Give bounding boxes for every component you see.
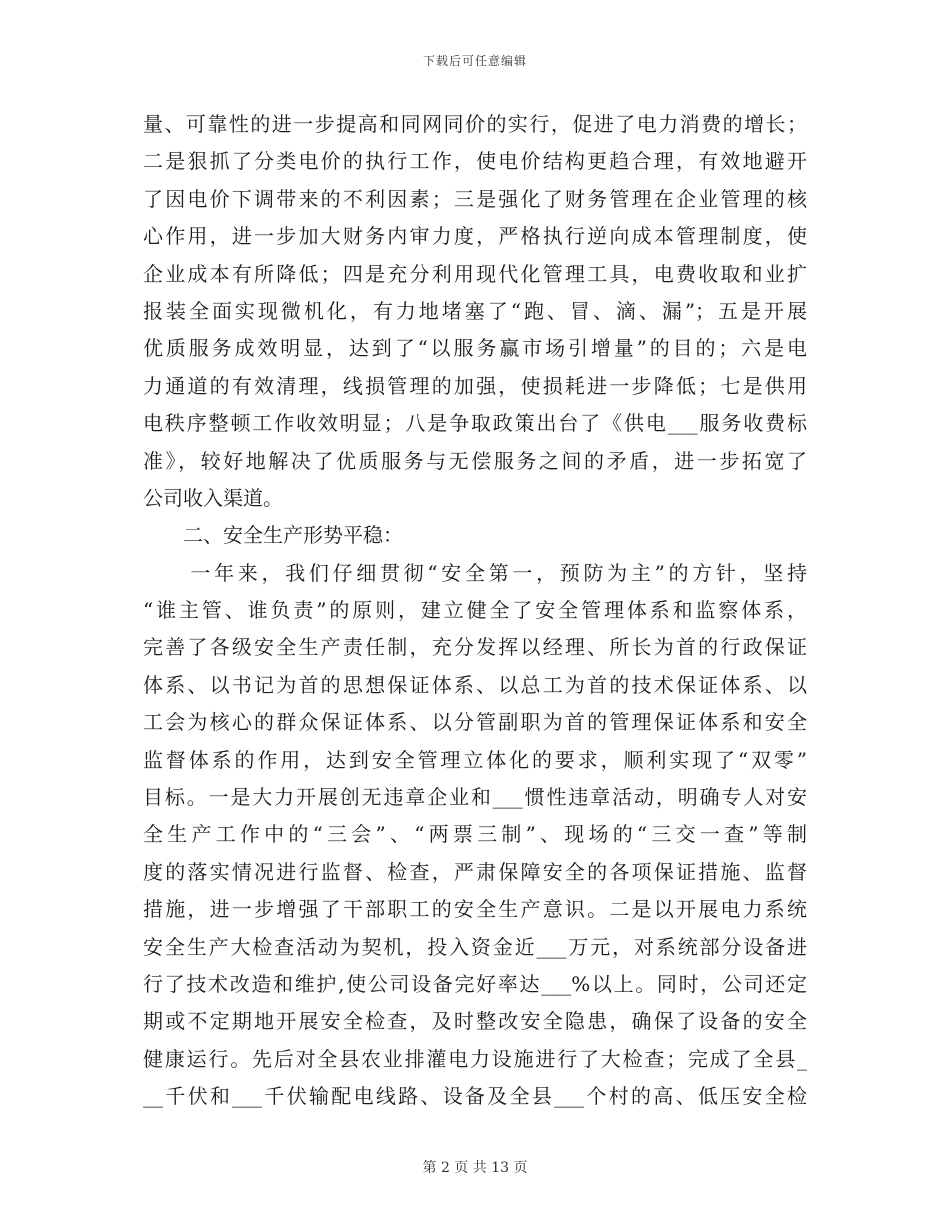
text-line: 了因电价下调带来的不利因素；三是强化了财务管理在企业管理的核: [143, 186, 807, 211]
text-line: 全生产工作中的“三会”、“两票三制”、现场的“三交一查”等制: [143, 822, 807, 847]
text-line: 安全生产大检查活动为契机，投入资金近___万元，对系统部分设备进: [143, 934, 807, 959]
text-line: 优质服务成效明显，达到了“以服务赢市场引增量”的目的；六是电: [143, 336, 807, 361]
text-line: 一年来，我们仔细贯彻“安全第一，预防为主”的方针，坚持: [143, 560, 807, 585]
text-line: 行了技术改造和维护,使公司设备完好率达___%以上。同时，公司还定: [143, 971, 807, 996]
text-line: 准》，较好地解决了优质服务与无偿服务之间的矛盾，进一步拓宽了: [143, 448, 807, 473]
text-line: 二是狠抓了分类电价的执行工作，使电价结构更趋合理，有效地避开: [143, 149, 807, 174]
section-heading: 二、安全生产形势平稳：: [143, 523, 403, 548]
text-line: 电秩序整顿工作收效明显；八是争取政策出台了《供电___服务收费标: [143, 411, 807, 436]
text-line: 量、可靠性的进一步提高和同网同价的实行，促进了电力消费的增长；: [143, 112, 807, 136]
text-line: 力通道的有效清理，线损管理的加强，使损耗进一步降低；七是供用: [143, 373, 807, 398]
text-line: 企业成本有所降低；四是充分利用现代化管理工具，电费收取和业扩: [143, 261, 807, 286]
text-line: 完善了各级安全生产责任制，充分发挥以经理、所长为首的行政保证: [143, 635, 807, 660]
text-line: 期或不定期地开展安全检查，及时整改安全隐患，确保了设备的安全: [143, 1009, 807, 1034]
text-line: 工会为核心的群众保证体系、以分管副职为首的管理保证体系和安全: [143, 710, 807, 735]
text-line: 报装全面实现微机化，有力地堵塞了“跑、冒、滴、漏”；五是开展: [143, 298, 807, 323]
text-line: “谁主管、谁负责”的原则，建立健全了安全管理体系和监察体系，: [143, 598, 807, 623]
text-line: 公司收入渠道。: [143, 485, 283, 510]
document-body: [143, 106, 807, 1116]
text-line: __千伏和___千伏输配电线路、设备及全县___个村的高、低压安全检: [143, 1084, 807, 1109]
page-header: 下载后可任意编辑: [422, 54, 527, 68]
text-line: 目标。一是大力开展创无违章企业和___惯性违章活动，明确专人对安: [143, 785, 807, 810]
text-line: 度的落实情况进行监督、检查，严肃保障安全的各项保证措施、监督: [143, 859, 807, 884]
text-line: 健康运行。先后对全县农业排灌电力设施进行了大检查；完成了全县_: [143, 1046, 807, 1071]
text-line: 监督体系的作用，达到安全管理立体化的要求，顺利实现了“双零”: [143, 747, 807, 772]
text-line: 体系、以书记为首的思想保证体系、以总工为首的技术保证体系、以: [143, 672, 807, 697]
text-line: 心作用，进一步加大财务内审力度，严格执行逆向成本管理制度，使: [143, 224, 807, 249]
page-number: 第 2 页 共 13 页: [422, 1160, 528, 1176]
text-line: 措施，进一步增强了干部职工的安全生产意识。二是以开展电力系统: [143, 897, 807, 922]
